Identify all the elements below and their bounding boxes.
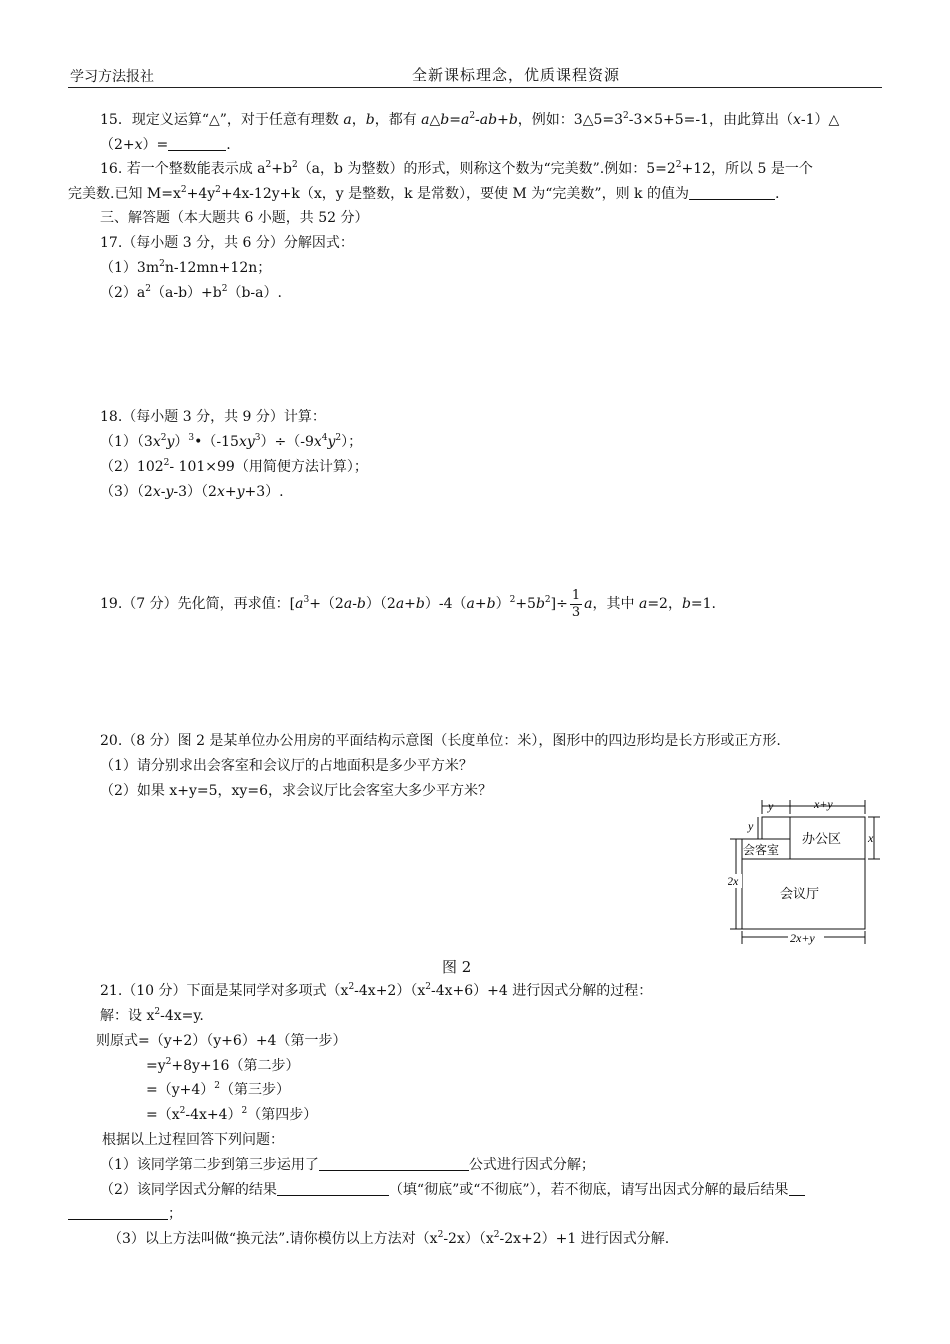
- q21-step4: $=(x^2-4x+4)^2$（第四步）: [146, 1106, 318, 1123]
- fig-reception-label: 会客室: [743, 843, 780, 857]
- q21-p1-blank[interactable]: [319, 1156, 469, 1171]
- q15-line2: （2+x）= .: [100, 137, 231, 153]
- header-rule: [68, 87, 882, 88]
- fig-label-left-y: y: [748, 819, 754, 833]
- q17-title: 17.（每小题 3 分，共 6 分）分解因式：: [100, 235, 354, 251]
- q21-p2-result-blank-a[interactable]: [789, 1181, 805, 1196]
- figure-caption: 图 2: [442, 958, 472, 976]
- q21-p2-blank[interactable]: [277, 1181, 389, 1196]
- q18-part3: （3）（2x-y-3）（2x+y+3）.: [100, 484, 284, 500]
- q21-ask: 根据以上过程回答下列问题：: [102, 1132, 284, 1148]
- q21-step1: 则原式=（y+2）（y+6）+4（第一步）: [96, 1033, 347, 1049]
- q16-line2: 完美数.已知 $M=x^2+4y^2+4x-12y+k(x$，y 是整数，k 是常数），要使 M 为“完美数”，则 k 的值为 .: [68, 185, 780, 202]
- q18-title: 18.（每小题 3 分，共 9 分）计算：: [100, 409, 326, 425]
- q19-line: 19.（7 分）先化简，再求值：$[a^3+(2a-b)(2a+b)-4(a+b)^2+5b^2]\div$ $\frac{1}{3}$ a，其中 a=2，b=1.: [100, 587, 717, 620]
- section-3-heading: 三、解答题（本大题共 6 小题，共 52 分）: [100, 210, 369, 226]
- q21-part2-cont: ；: [68, 1204, 182, 1224]
- q21-part3: （3）以上方法叫做“换元法”.请你模仿以上方法对$(x^2-2x)(x^2-2x+2)+1$ 进行因式分解.: [108, 1230, 670, 1247]
- fig-office-label: 办公区: [802, 832, 842, 847]
- q21-part2: （2）该同学因式分解的结果 （填“彻底”或“不彻底”），若不彻底，请写出因式分解的最后结果: [100, 1180, 805, 1200]
- header-left: 学习方法报社: [70, 69, 154, 85]
- fig-label-right-x: x: [868, 831, 874, 845]
- fig-label-bottom: 2x+y: [790, 931, 815, 945]
- header-center: 全新课标理念，优质课程资源: [412, 66, 621, 84]
- fig-hall-label: 会议厅: [780, 887, 820, 902]
- q21-part1: （1）该同学第二步到第三步运用了 公式进行因式分解；: [100, 1157, 595, 1173]
- q21-step2: $=y^2+8y+16$（第二步）: [146, 1057, 300, 1074]
- q18-part1: $(1)(3x^2y)^3•(-15xy^3)\div(-9x^4y^2)$；: [100, 433, 363, 450]
- fig-label-left-2x: 2x: [728, 874, 739, 888]
- q21-p2-result-blank[interactable]: [68, 1205, 168, 1220]
- q20-title: 20.（8 分）图 2 是某单位办公用房的平面结构示意图（长度单位：米），图形中的四边形均是长方形或正方形.: [100, 733, 781, 749]
- q21-solution: 解：设 $x^2-4x=y$.: [100, 1007, 204, 1024]
- q15-line1: 15．现定义运算“△”，对于任意有理数 a，b，都有 $a\triangle b=a^2-ab+b$，例如：$3\triangle 5=3^2-3\times 5+5=-1$，由此算出（x-1）△: [100, 111, 840, 128]
- fig-label-top-xy: x+y: [814, 797, 833, 811]
- q17-part1: $(1)3m^2n-12mn+12n$；: [100, 259, 272, 276]
- fig-label-top-y: y: [768, 799, 774, 813]
- q16-line1: 16. 若一个整数能表示成 $a^2+b^2(a$，b 为整数）的形式，则称这个数为“完美数”.例如：$5=2^2+12$，所以 5 是一个: [100, 160, 813, 177]
- q16-answer-blank[interactable]: [689, 185, 775, 200]
- q20-part1: （1）请分别求出会客室和会议厅的占地面积是多少平方米？: [100, 758, 473, 774]
- q18-part2: $(2)102^2-$ 101×99（用简便方法计算）；: [100, 458, 368, 475]
- floor-plan-figure: [728, 796, 888, 951]
- q20-part2: （2）如果 x+y=5，xy=6，求会议厅比会客室大多少平方米？: [100, 783, 492, 799]
- one-third-fraction: $\frac{1}{3}$: [571, 587, 581, 620]
- q21-title: 21.（10 分）下面是某同学对多项式$(x^2-4x+2)(x^2-4x+6)+4$ 进行因式分解的过程：: [100, 982, 653, 999]
- q17-part2: $(2)a^2(a-b)+b^2(b-a)$.: [100, 284, 282, 301]
- q15-answer-blank[interactable]: [168, 136, 226, 151]
- q21-step3: $=(y+4)^2$（第三步）: [146, 1081, 291, 1098]
